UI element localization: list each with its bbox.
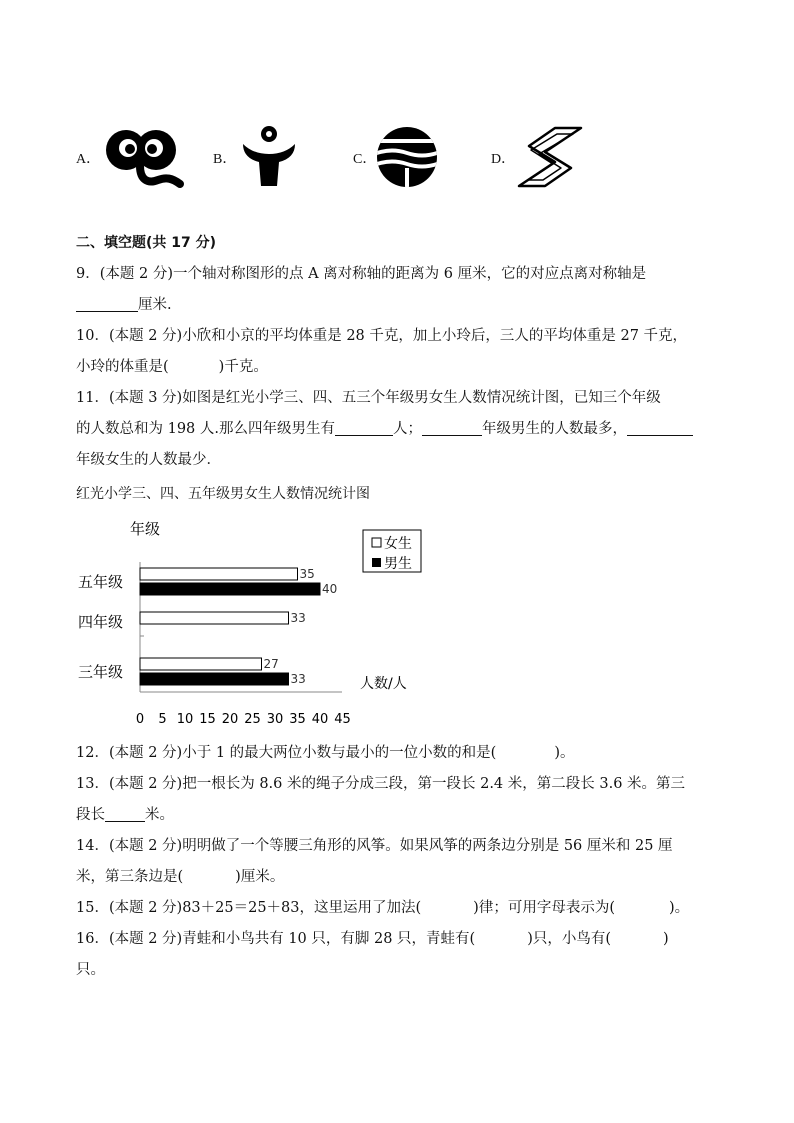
category-label: 三年级 bbox=[78, 663, 124, 681]
x-tick-label: 40 bbox=[311, 712, 329, 727]
option-a-label: A． bbox=[76, 152, 101, 167]
q9-line2: 厘米. bbox=[76, 290, 726, 321]
x-tick-label: 30 bbox=[266, 712, 284, 727]
x-tick-label: 25 bbox=[244, 712, 261, 727]
q11-line1: 11．(本题 3 分)如图是红光小学三、四、五三个年级男女生人数情况统计图，已知三个年级 bbox=[76, 390, 661, 406]
q16-line1: 16．(本题 2 分)青蛙和小鸟共有 10 只，有脚 28 只，青蛙有( )只，小鸟有( ) bbox=[76, 931, 669, 947]
q15-line: 15．(本题 2 分)83＋25＝25＋83，这里运用了加法( )律；可用字母表示为( )。 bbox=[76, 900, 690, 916]
q9-blank[interactable] bbox=[76, 295, 138, 312]
legend bbox=[363, 530, 421, 572]
x-axis-label: 人数/人 bbox=[360, 676, 407, 692]
q12-line: 12．(本题 2 分)小于 1 的最大两位小数与最小的一位小数的和是( )。 bbox=[76, 745, 575, 761]
bar-boys bbox=[140, 583, 320, 595]
x-tick-label: 5 bbox=[158, 712, 167, 727]
bar-boys bbox=[140, 673, 289, 685]
x-tick-label: 15 bbox=[199, 712, 216, 727]
legend-girls-label: 女生 bbox=[384, 536, 412, 552]
bar-value-label: 27 bbox=[263, 657, 279, 671]
questions-12-16 bbox=[76, 738, 726, 986]
section-title: 二、填空题(共 17 分) bbox=[76, 235, 217, 251]
x-tick-label: 45 bbox=[334, 712, 351, 727]
q11-line2: 的人数总和为 198 人.那么四年级男生有 人； 年级男生的人数最多， bbox=[76, 414, 726, 445]
bar-girls bbox=[140, 658, 262, 670]
bar-value-label: 40 bbox=[322, 582, 338, 596]
q10-line1: 10．(本题 2 分)小欣和小京的平均体重是 28 千克，加上小玲后，三人的平均体重是 27 千克， bbox=[76, 328, 688, 344]
bar-value-label: 35 bbox=[299, 567, 315, 581]
option-b-label: B． bbox=[213, 152, 237, 167]
legend-boys-swatch bbox=[372, 558, 381, 567]
q11-blank-3[interactable] bbox=[627, 419, 693, 436]
q11-blank-2[interactable] bbox=[422, 419, 482, 436]
q16-line2: 只。 bbox=[76, 962, 105, 978]
option-c-label: C． bbox=[353, 152, 377, 167]
x-tick-label: 10 bbox=[176, 712, 194, 727]
bar-chart-svg bbox=[70, 512, 450, 732]
chart-caption: 红光小学三、四、五年级男女生人数情况统计图 bbox=[76, 486, 370, 502]
q11-line3: 年级女生的人数最少． bbox=[76, 452, 221, 468]
q14-line2: 米，第三条边是( )厘米。 bbox=[76, 869, 285, 885]
bar-value-label: 33 bbox=[290, 611, 306, 625]
bar-value-label: 33 bbox=[290, 672, 306, 686]
eyes-logo-icon bbox=[104, 124, 186, 190]
answer-options bbox=[0, 118, 794, 198]
q11-blank-1[interactable] bbox=[335, 419, 393, 436]
category-label: 四年级 bbox=[78, 613, 124, 631]
x-tick-label: 35 bbox=[289, 712, 306, 727]
option-d-label: D． bbox=[491, 152, 516, 167]
q14-line1: 14．(本题 2 分)明明做了一个等腰三角形的风筝。如果风筝的两条边分别是 56 厘米和 25 厘 bbox=[76, 838, 673, 854]
y-axis-label: 年级 bbox=[130, 520, 161, 538]
q13-blank[interactable] bbox=[105, 805, 145, 822]
q10-line2: 小玲的体重是( )千克。 bbox=[76, 359, 268, 375]
striped-circle-logo-icon bbox=[377, 124, 441, 190]
fill-blank-section bbox=[76, 228, 726, 476]
grade-gender-chart bbox=[70, 512, 450, 732]
q13-line1: 13．(本题 2 分)把一根长为 8.6 米的绳子分成三段，第一段长 2.4 米，第二段长 3.6 米。第三 bbox=[76, 776, 686, 792]
bar-girls bbox=[140, 568, 298, 580]
figure-logo-icon bbox=[239, 124, 303, 190]
q13-line2: 段长 米。 bbox=[76, 807, 174, 823]
s-logo-icon bbox=[515, 124, 585, 190]
q9-line1: 9．(本题 2 分)一个轴对称图形的点 A 离对称轴的距离为 6 厘米，它的对应点离对称轴是 bbox=[76, 266, 647, 282]
bar-girls bbox=[140, 612, 289, 624]
legend-boys-label: 男生 bbox=[384, 556, 412, 572]
legend-girls-swatch bbox=[372, 538, 381, 547]
x-tick-label: 20 bbox=[221, 712, 239, 727]
x-tick-label: 0 bbox=[135, 712, 145, 727]
category-label: 五年级 bbox=[78, 573, 124, 591]
